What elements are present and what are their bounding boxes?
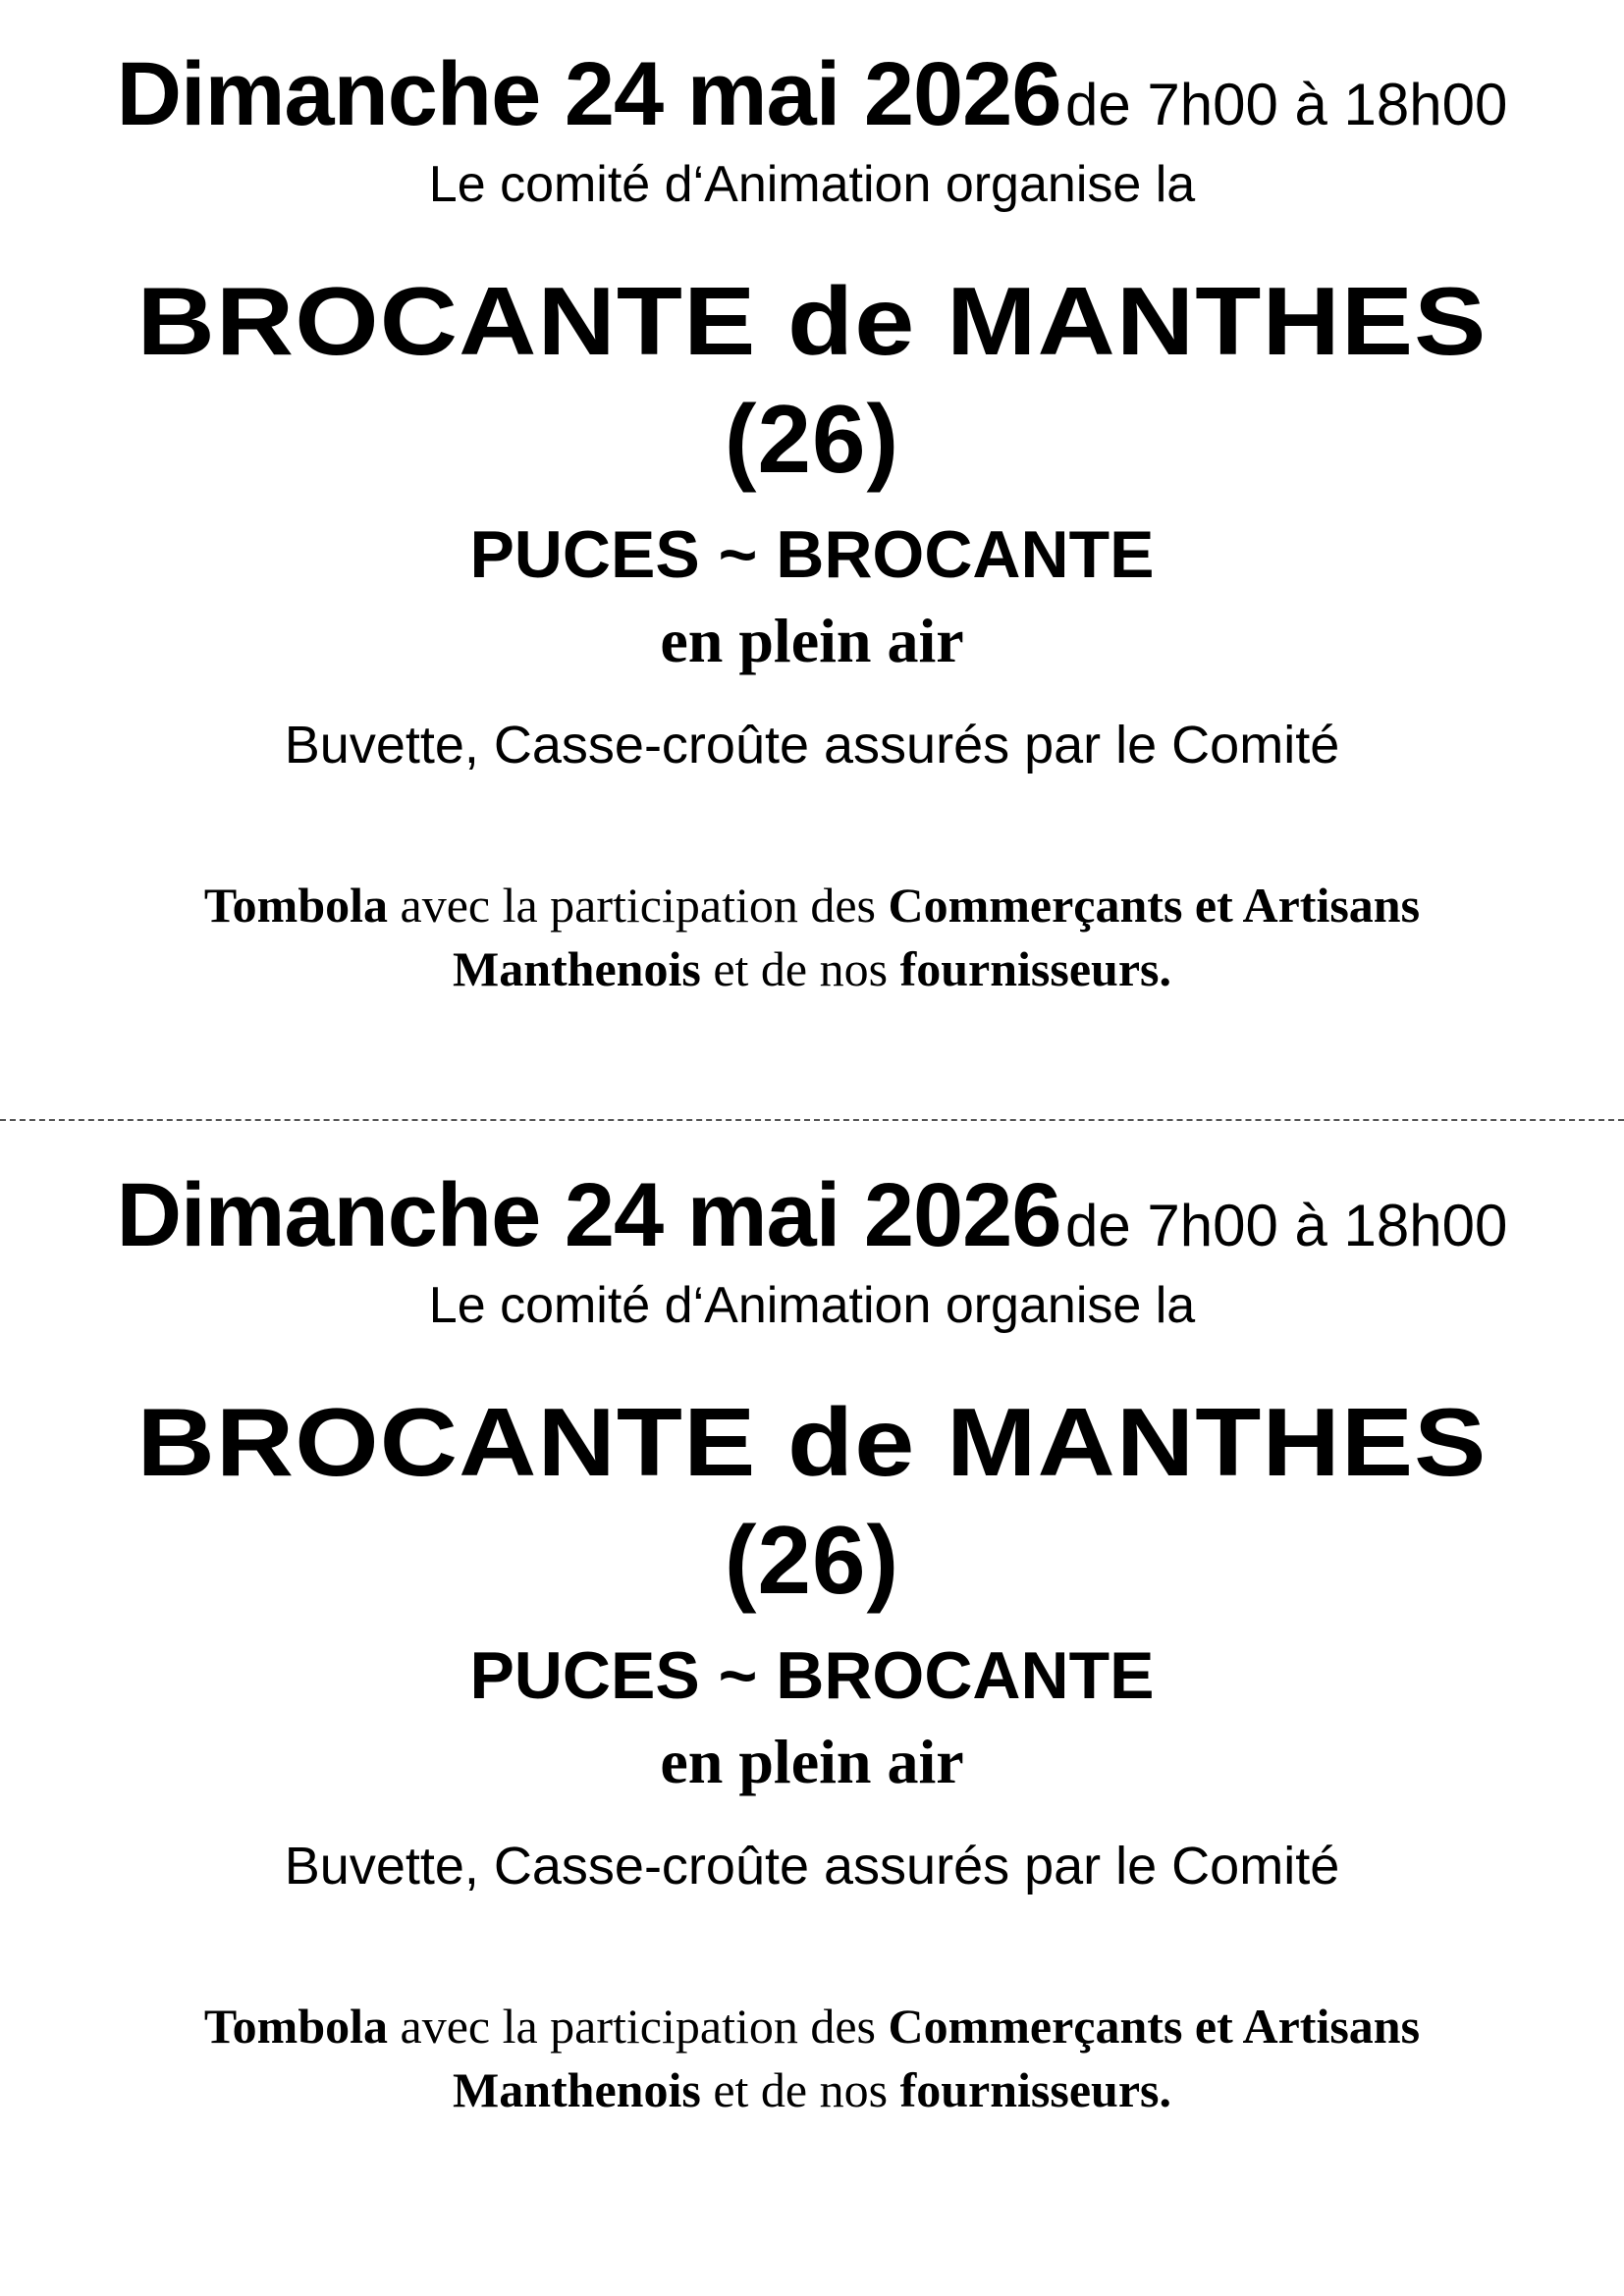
tombola-sponsors: Commerçants et Artisans Manthenois [453, 1999, 1421, 2117]
flyer-top [0, 0, 1624, 1119]
event-title-main: BROCANTE de MANTHES [136, 267, 1488, 375]
event-location: en plein air [660, 606, 964, 675]
event-date-line [0, 44, 1624, 144]
event-date: Dimanche 24 mai 2026 [116, 1165, 1061, 1265]
tombola-text-2: et de nos [700, 941, 900, 996]
event-location: en plein air [660, 1727, 964, 1796]
organizer-line: Le comité d‘Animation organise la [428, 1277, 1196, 1334]
event-title [0, 265, 1624, 496]
event-type: PUCES ~ BROCANTE [469, 517, 1155, 592]
event-title-department: (26) [724, 384, 900, 493]
food-info: Buvette, Casse-croûte assurés par le Comité [284, 1837, 1340, 1896]
tombola-text-1: avec la participation des [388, 878, 889, 933]
event-title-department: (26) [724, 1505, 900, 1614]
tombola-text-1: avec la participation des [388, 1999, 889, 2054]
organizer-line: Le comité d‘Animation organise la [428, 156, 1196, 213]
tombola-text-2: et de nos [700, 2062, 900, 2117]
event-hours: de 7h00 à 18h00 [1064, 72, 1508, 137]
flyer-bottom [0, 1121, 1624, 2240]
event-type: PUCES ~ BROCANTE [469, 1638, 1155, 1713]
event-date-line [0, 1165, 1624, 1265]
event-hours: de 7h00 à 18h00 [1064, 1193, 1508, 1258]
food-info: Buvette, Casse-croûte assurés par le Comité [284, 716, 1340, 774]
tombola-suppliers: fournisseurs. [899, 2062, 1171, 2117]
tombola-sponsors: Commerçants et Artisans Manthenois [453, 878, 1421, 996]
tombola-label: Tombola [203, 1999, 389, 2054]
event-title-main: BROCANTE de MANTHES [136, 1388, 1488, 1496]
tombola-label: Tombola [203, 878, 389, 933]
event-date: Dimanche 24 mai 2026 [116, 44, 1061, 144]
tombola-info [98, 874, 1526, 1001]
tombola-info [98, 1995, 1526, 2122]
event-title [0, 1386, 1624, 1617]
tombola-suppliers: fournisseurs. [899, 941, 1171, 996]
